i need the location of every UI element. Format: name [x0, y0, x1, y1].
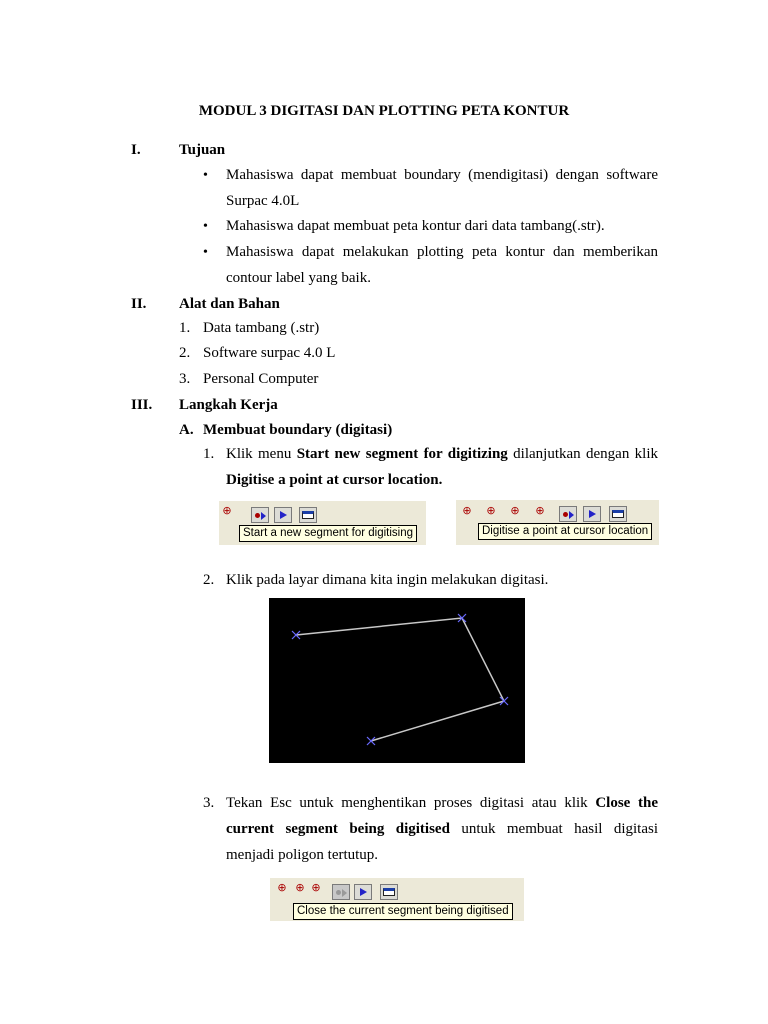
control-button-icon[interactable]	[559, 506, 577, 522]
list-number: 2.	[179, 345, 191, 361]
toolbar-close-segment	[270, 878, 524, 921]
step1-line1: Klik menu Start new segment for digitizing dilanjutkan dengan klik	[226, 446, 659, 462]
play-icon[interactable]	[583, 506, 601, 522]
step3-line1: Tekan Esc untuk menghentikan proses digitasi atau klik Close the	[226, 795, 658, 811]
list-item: Data tambang (.str)	[203, 320, 320, 336]
section-heading-tujuan: Tujuan	[179, 142, 226, 158]
step2-text: Klik pada layar dimana kita ingin melakukan digitasi.	[226, 572, 549, 588]
section-number: III.	[131, 397, 153, 413]
play-icon[interactable]	[274, 507, 292, 523]
step3-line3: menjadi poligon tertutup.	[226, 847, 379, 863]
list-number: 1.	[179, 320, 191, 336]
control-button-icon[interactable]	[251, 507, 269, 523]
digitise-tool-icon[interactable]: ⊕	[462, 504, 472, 517]
digitise-tool-icon[interactable]: ⊕	[510, 504, 520, 517]
digitise-tool-icon[interactable]: ⊕	[311, 881, 321, 894]
window-icon[interactable]	[380, 884, 398, 900]
play-icon[interactable]	[354, 884, 372, 900]
digitising-screen[interactable]	[269, 598, 525, 763]
section-heading-alat: Alat dan Bahan	[179, 296, 280, 312]
document-title: MODUL 3 DIGITASI DAN PLOTTING PETA KONTUR	[198, 103, 570, 119]
digitise-tool-icon[interactable]: ⊕	[295, 881, 305, 894]
bullet: •	[203, 245, 208, 260]
step-number: 1.	[203, 446, 215, 462]
close-segment-icon[interactable]: ⊕	[277, 881, 287, 894]
bullet: •	[203, 168, 208, 183]
control-button-icon[interactable]	[332, 884, 350, 900]
bullet: •	[203, 219, 208, 234]
digitised-polyline	[269, 598, 525, 763]
section-number: I.	[131, 142, 141, 158]
tujuan-1-line2: Surpac 4.0L	[226, 193, 300, 209]
toolbar-digitise-point	[456, 500, 659, 545]
tooltip-close-segment: Close the current segment being digitised	[293, 903, 513, 920]
tujuan-3-line2: contour label yang baik.	[226, 270, 371, 286]
start-segment-icon[interactable]: ⊕	[222, 504, 232, 517]
digitise-point-icon[interactable]: ⊕	[535, 504, 545, 517]
section-number: II.	[131, 296, 147, 312]
tujuan-1-line1: Mahasiswa dapat membuat boundary (mendigitasi) dengan software	[226, 167, 658, 183]
tooltip-digitise-point: Digitise a point at cursor location	[478, 523, 652, 540]
window-icon[interactable]	[299, 507, 317, 523]
tooltip-start-segment: Start a new segment for digitising	[239, 525, 417, 542]
list-item: Personal Computer	[203, 371, 319, 387]
subsection-title: Membuat boundary (digitasi)	[203, 422, 393, 438]
step-number: 3.	[203, 795, 215, 811]
tujuan-3-line1: Mahasiswa dapat melakukan plotting peta kontur dan memberikan	[226, 244, 658, 260]
toolbar-start-segment	[219, 501, 426, 545]
step3-line2: current segment being digitised untuk membuat hasil digitasi	[226, 821, 659, 837]
section-heading-langkah: Langkah Kerja	[179, 397, 278, 413]
list-number: 3.	[179, 371, 191, 387]
list-item: Software surpac 4.0 L	[203, 345, 336, 361]
step-number: 2.	[203, 572, 215, 588]
window-icon[interactable]	[609, 506, 627, 522]
digitise-tool-icon[interactable]: ⊕	[486, 504, 496, 517]
subsection-letter: A.	[179, 422, 194, 438]
tujuan-2: Mahasiswa dapat membuat peta kontur dari data tambang(.str).	[226, 218, 605, 234]
step1-line2: Digitise a point at cursor location.	[226, 472, 443, 488]
